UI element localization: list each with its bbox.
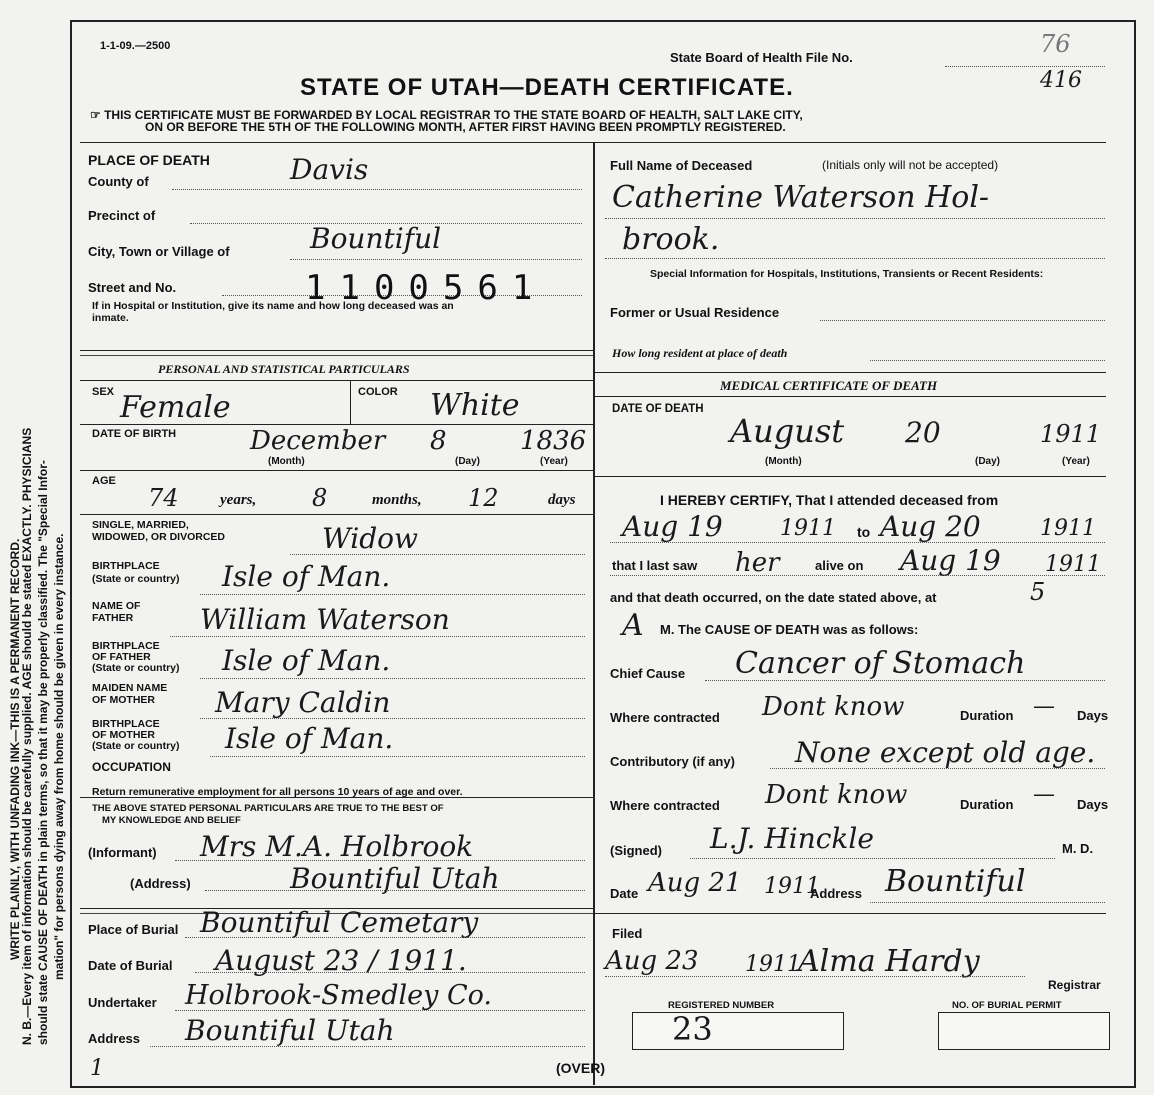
marital-label-2: WIDOWED, OR DIVORCED	[92, 531, 225, 543]
age-months: 8	[312, 484, 328, 512]
dob-month: December	[250, 426, 386, 456]
undertaker-label: Undertaker	[88, 995, 157, 1010]
certificate-title: STATE OF UTAH—DEATH CERTIFICATE.	[300, 74, 794, 101]
informant-label: (Informant)	[88, 845, 157, 860]
dod-day: 20	[905, 416, 941, 449]
occurred-text: and that death occurred, on the date stated above, at	[610, 590, 937, 605]
occupation-note: Return remunerative employment for all persons 10 years of age and over.	[92, 786, 463, 798]
attest-line-1: THE ABOVE STATED PERSONAL PARTICULARS ARE TRUE TO THE BEST OF	[92, 803, 444, 814]
burial-address-label: Address	[88, 1031, 141, 1046]
age-days: 12	[468, 484, 499, 512]
father-bp-value: Isle of Man.	[222, 644, 391, 677]
how-long-label: How long resident at place of death	[612, 346, 788, 360]
months-label: months,	[372, 492, 422, 508]
informant-address-label: (Address)	[130, 876, 191, 891]
mother-label-1: MAIDEN NAME	[92, 682, 168, 694]
file-number: 76	[1040, 30, 1071, 58]
where-contracted-value-1: Dont know	[762, 692, 905, 722]
place-of-death-heading: PLACE OF DEATH	[88, 152, 210, 168]
registrar-label: Registrar	[1048, 978, 1101, 992]
hour-value: 5	[1030, 578, 1046, 606]
contributory-value: None except old age.	[795, 736, 1096, 769]
deceased-name-label: Full Name of Deceased	[610, 158, 753, 173]
hospital-note-1: If in Hospital or Institution, give its name and how long deceased was an	[92, 300, 454, 312]
medical-address-value: Bountiful	[885, 864, 1026, 899]
attended-to-year: 1911	[1040, 516, 1096, 541]
medical-address-label: Address	[810, 886, 863, 901]
duration-label-2: Duration	[960, 797, 1014, 812]
chief-cause-value: Cancer of Stomach	[735, 646, 1026, 681]
duration-value-1: —	[1033, 694, 1055, 719]
duration-label-1: Duration	[960, 708, 1014, 723]
signed-date-label: Date	[610, 886, 639, 901]
sex-value: Female	[120, 390, 231, 425]
side-note-line-3: mation" for persons dying away from home should be given in every instance.	[52, 533, 66, 980]
deceased-name-line-2: brook.	[622, 222, 720, 257]
dob-label: DATE OF BIRTH	[92, 428, 177, 440]
birthplace-label-1: BIRTHPLACE	[92, 560, 160, 572]
dod-year: 1911	[1040, 420, 1102, 448]
permit-label: NO. OF BURIAL PERMIT	[952, 1000, 1062, 1011]
dob-year-caption: (Year)	[540, 456, 568, 467]
burial-date-value: August 23 / 1911.	[215, 944, 467, 977]
notice-line-1: ☞ THIS CERTIFICATE MUST BE FORWARDED BY LOCAL REGISTRAR TO THE STATE BOARD OF HEALTH, SALT LAKE CITY,	[90, 108, 803, 122]
burial-place-value: Bountiful Cemetary	[200, 906, 479, 939]
undertaker-value: Holbrook-Smedley Co.	[185, 980, 492, 1011]
mother-bp-label-3: (State or country)	[92, 740, 180, 752]
color-label: COLOR	[358, 386, 398, 398]
footer-mark: 1	[90, 1056, 104, 1081]
mother-label-2: OF MOTHER	[92, 694, 155, 706]
mother-bp-label-2: OF MOTHER	[92, 729, 155, 741]
reg-number-value: 23	[672, 1010, 713, 1048]
age-years: 74	[148, 484, 179, 512]
last-saw-label: that I last saw	[612, 558, 698, 573]
where-contracted-value-2: Dont know	[765, 780, 908, 810]
city-value: Bountiful	[310, 222, 442, 255]
last-saw-year: 1911	[1045, 552, 1101, 577]
dod-label: DATE OF DEATH	[612, 403, 704, 415]
signed-label: (Signed)	[610, 843, 662, 858]
dob-year: 1836	[520, 426, 587, 456]
where-contracted-label-2: Where contracted	[610, 798, 720, 813]
mother-value: Mary Caldin	[215, 686, 391, 719]
burial-place-label: Place of Burial	[88, 922, 179, 937]
filed-year: 1911	[745, 952, 801, 977]
years-label: years,	[220, 492, 257, 508]
county-value: Davis	[290, 153, 369, 186]
file-number-2: 416	[1040, 68, 1082, 93]
father-value: William Waterson	[200, 603, 450, 636]
deceased-name-note: (Initials only will not be accepted)	[822, 158, 999, 172]
dod-month-caption: (Month)	[765, 456, 802, 467]
file-number-label: State Board of Health File No.	[670, 50, 853, 65]
permit-box	[938, 1012, 1110, 1050]
residence-label: Former or Usual Residence	[610, 305, 780, 320]
registrar-name: Alma Hardy	[798, 944, 980, 979]
informant-value: Mrs M.A. Holbrook	[200, 830, 474, 863]
marital-value: Widow	[322, 522, 418, 555]
dob-month-caption: (Month)	[268, 456, 305, 467]
city-label: City, Town or Village of	[88, 244, 230, 259]
county-label: County of	[88, 174, 149, 189]
attest-line-2: MY KNOWLEDGE AND BELIEF	[102, 815, 241, 826]
where-contracted-label-1: Where contracted	[610, 710, 720, 725]
dod-month: August	[730, 412, 845, 450]
sex-label: SEX	[92, 386, 115, 398]
signed-date: Aug 21	[648, 868, 742, 898]
dob-day-caption: (Day)	[455, 456, 481, 467]
street-label: Street and No.	[88, 280, 177, 295]
ampm-value: A	[622, 608, 644, 643]
days-unit-2: Days	[1077, 797, 1109, 812]
signed-year: 1911	[764, 874, 820, 899]
days-label: days	[548, 492, 576, 508]
dob-day: 8	[430, 426, 447, 456]
days-unit-1: Days	[1077, 708, 1109, 723]
burial-address-value: Bountiful Utah	[185, 1014, 395, 1047]
informant-address: Bountiful Utah	[290, 862, 500, 895]
side-note-line-2: should state CAUSE OF DEATH in plain terms, so that it may be properly classified. The "Special Infor-	[36, 460, 50, 1045]
mother-bp-value: Isle of Man.	[225, 722, 394, 755]
form-number: 1-1-09.—2500	[100, 40, 171, 52]
attended-to: Aug 20	[880, 510, 981, 543]
alive-on-label: alive on	[815, 558, 864, 573]
occupation-label: OCCUPATION	[92, 760, 171, 774]
dod-day-caption: (Day)	[975, 456, 1001, 467]
father-label-2: FATHER	[92, 612, 134, 624]
father-bp-label-2: OF FATHER	[92, 651, 151, 663]
color-value: White	[430, 388, 520, 423]
to-label: to	[857, 524, 871, 540]
last-saw-date: Aug 19	[900, 544, 1001, 577]
pronoun-value: her	[735, 548, 780, 578]
over-label: (OVER)	[556, 1060, 605, 1076]
dod-year-caption: (Year)	[1062, 456, 1090, 467]
deceased-name-line-1: Catherine Waterson Hol-	[612, 180, 990, 215]
reg-number-label: REGISTERED NUMBER	[668, 1000, 775, 1011]
contributory-label: Contributory (if any)	[610, 754, 735, 769]
attended-from: Aug 19	[622, 510, 723, 543]
medical-heading: MEDICAL CERTIFICATE OF DEATH	[720, 378, 938, 393]
certify-line-1: I HEREBY CERTIFY, That I attended deceased from	[660, 492, 999, 508]
hospital-note-2: inmate.	[92, 312, 129, 324]
mother-bp-label-1: BIRTHPLACE	[92, 718, 160, 730]
stamp-number: 1100561	[305, 268, 547, 308]
filed-date: Aug 23	[605, 946, 699, 976]
side-note-line-4: WRITE PLAINLY, WITH UNFADING INK—THIS IS A PERMANENT RECORD.	[8, 538, 22, 960]
side-note-line-1: N. B.—Every item of information should be carefully supplied. AGE should be stated EXACTLY. PHYSICIANS	[20, 427, 34, 1045]
father-bp-label-3: (State or country)	[92, 662, 180, 674]
birthplace-label-2: (State or country)	[92, 573, 180, 585]
duration-value-2: —	[1033, 782, 1055, 807]
notice-line-2: ON OR BEFORE THE 5TH OF THE FOLLOWING MONTH, AFTER FIRST HAVING BEEN PROMPTLY REGISTERED.	[145, 120, 786, 134]
precinct-label: Precinct of	[88, 208, 156, 223]
father-label-1: NAME OF	[92, 600, 141, 612]
chief-cause-label: Chief Cause	[610, 666, 686, 681]
personal-heading: PERSONAL AND STATISTICAL PARTICULARS	[158, 362, 410, 376]
birthplace-value: Isle of Man.	[222, 560, 391, 593]
special-info-note: Special Information for Hospitals, Institutions, Transients or Recent Residents:	[650, 268, 1044, 280]
father-bp-label-1: BIRTHPLACE	[92, 640, 160, 652]
attended-from-year: 1911	[780, 516, 836, 541]
reg-number-box	[632, 1012, 844, 1050]
burial-date-label: Date of Burial	[88, 958, 173, 973]
md-label: M. D.	[1062, 841, 1094, 856]
marital-label-1: SINGLE, MARRIED,	[92, 519, 189, 531]
signed-value: L.J. Hinckle	[710, 822, 874, 855]
filed-label: Filed	[612, 926, 643, 941]
age-label: AGE	[92, 475, 116, 487]
cause-text: M. The CAUSE OF DEATH was as follows:	[660, 622, 919, 637]
